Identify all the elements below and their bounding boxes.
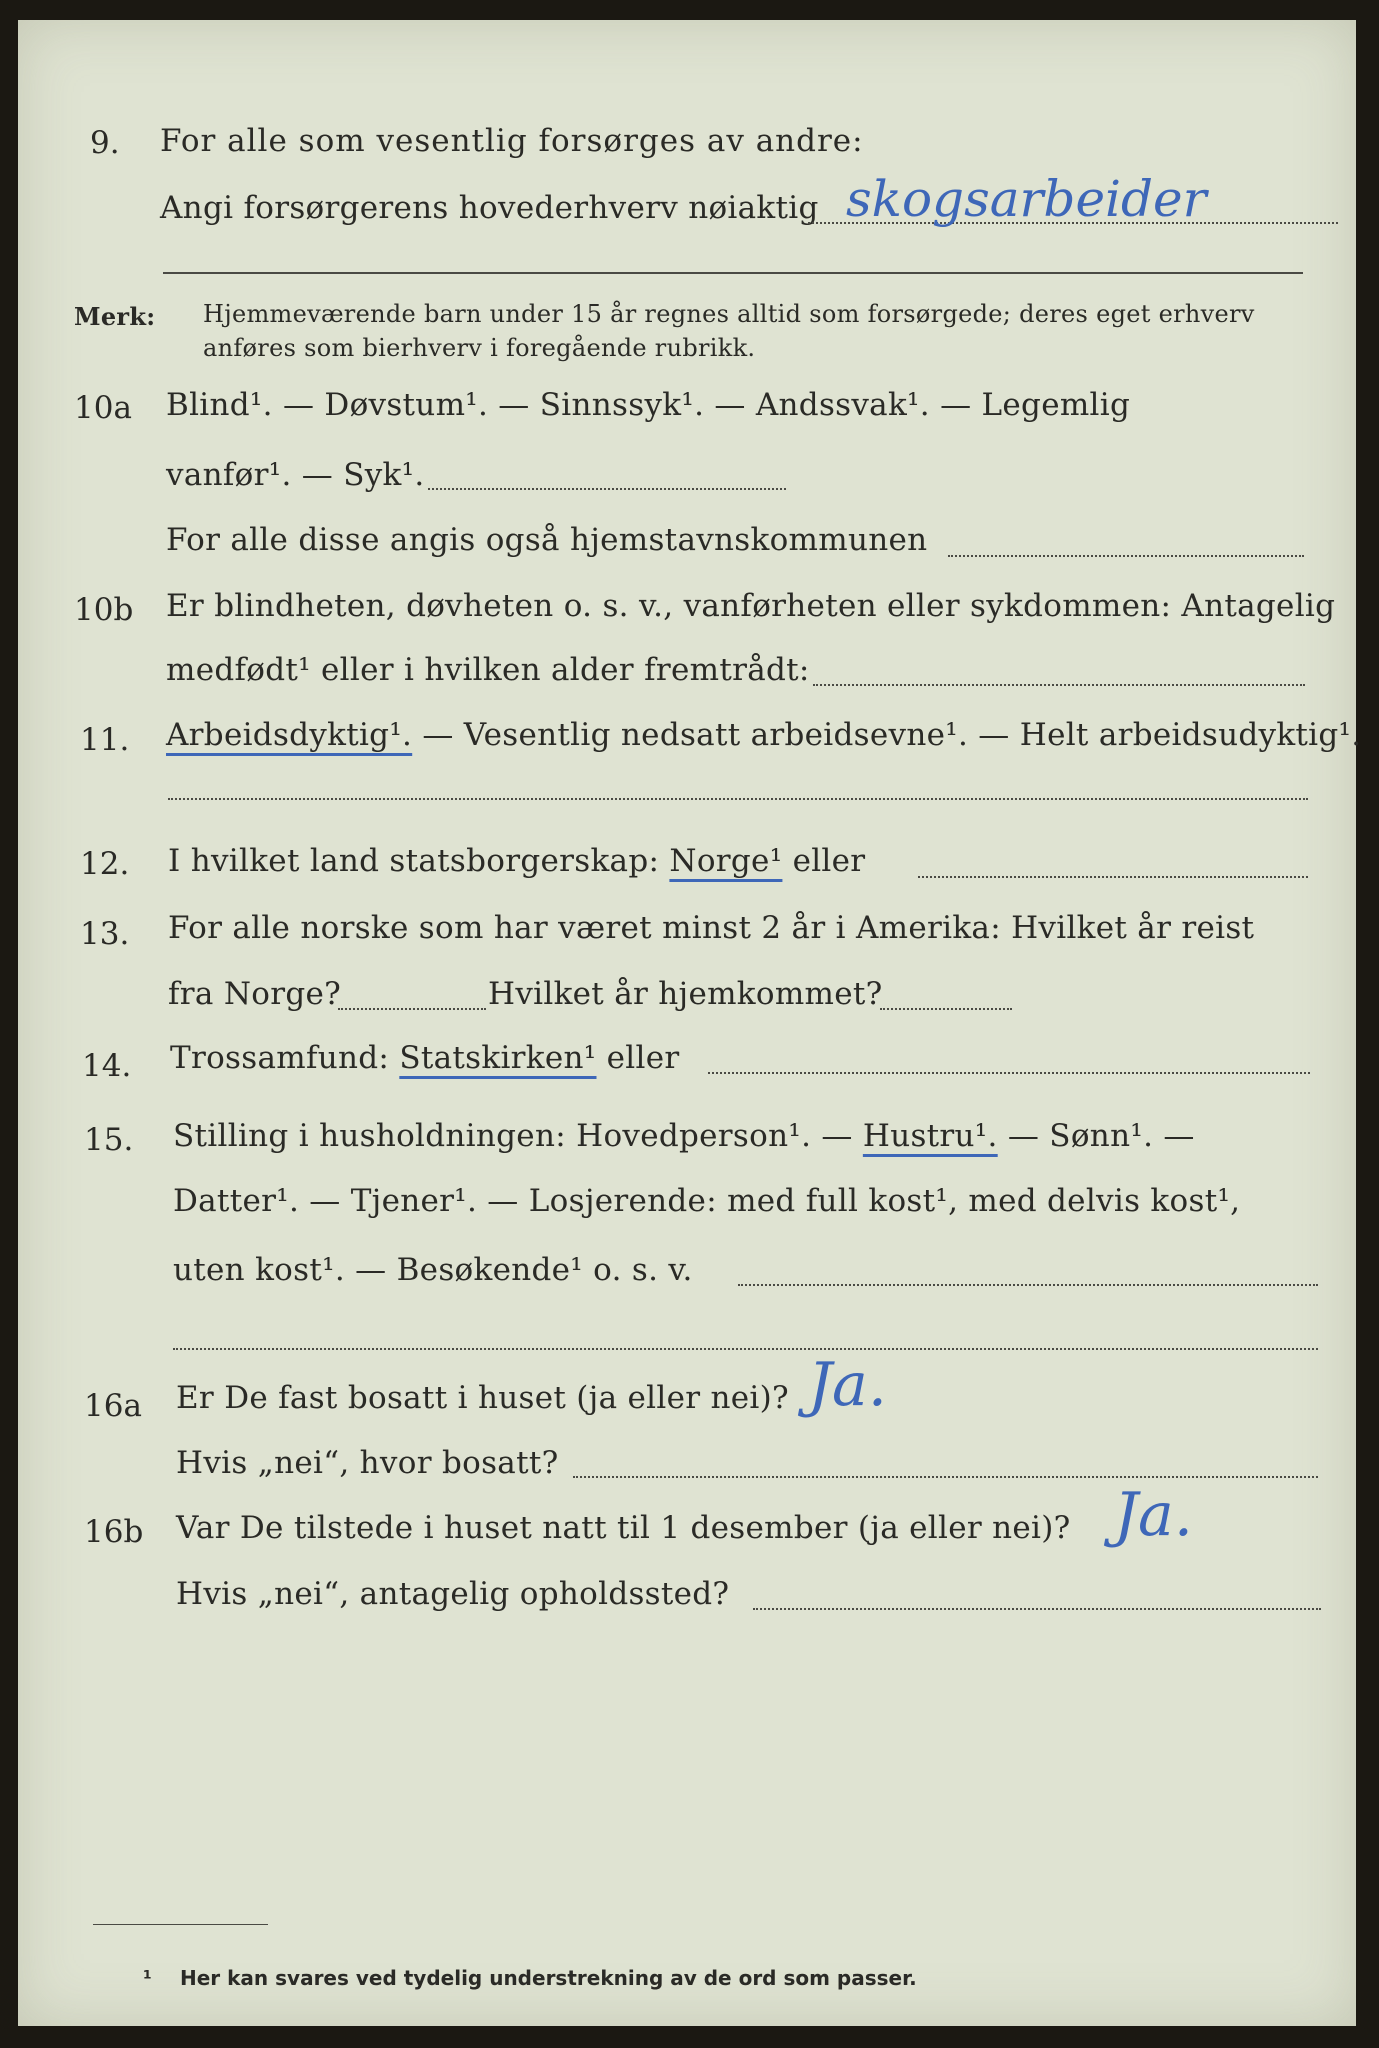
q9-handwritten-answer: skogsarbeider	[846, 170, 1207, 228]
q10a-line1: Blind¹. — Døvstum¹. — Sinnssyk¹. — Andssvak¹. — Legemlig	[166, 387, 1131, 423]
q16a-number: 16a	[84, 1388, 142, 1424]
q15-line1	[173, 1118, 1195, 1154]
q11-selected-arbeidsdyktig: Arbeidsdyktig¹.	[166, 717, 413, 753]
q14-number: 14.	[82, 1048, 132, 1084]
q12-number: 12.	[80, 846, 130, 882]
q9-number: 9.	[90, 125, 120, 161]
q10b-number: 10b	[74, 592, 134, 628]
q15-line2: Datter¹. — Tjener¹. — Losjerende: med full kost¹, med delvis kost¹,	[173, 1183, 1241, 1219]
q10a-line3: For alle disse angis også hjemstavnskommunen	[166, 522, 928, 558]
merk-line2: anføres som bierhverv i foregående rubrikk.	[203, 334, 756, 362]
q13-return-line	[880, 1008, 1012, 1010]
merk-line1: Hjemmeværende barn under 15 år regnes alltid som forsørgede; deres eget erhverv	[203, 300, 1255, 328]
q16b-answer-line	[753, 1608, 1321, 1610]
q9-line2: Angi forsørgerens hovederhverv nøiaktig	[160, 190, 819, 226]
q15-answer-line	[738, 1284, 1318, 1286]
q14-pre: Trossamfund:	[170, 1040, 400, 1076]
q16b-number: 16b	[84, 1514, 144, 1550]
q9-line1: For alle som vesentlig forsørges av andre:	[160, 123, 864, 159]
q11-text	[166, 717, 1361, 753]
q14-text	[170, 1040, 680, 1076]
q15-line1a: Stilling i husholdningen: Hovedperson¹. —	[173, 1118, 863, 1154]
q13-number: 13.	[80, 916, 130, 952]
q15-extra-line	[173, 1348, 1318, 1350]
q16b-line2: Hvis „nei“, antagelig opholdssted?	[176, 1576, 730, 1612]
q16a-line1: Er De fast bosatt i huset (ja eller nei)?	[176, 1380, 789, 1416]
q12-answer-line	[918, 876, 1308, 878]
q15-line3: uten kost¹. — Besøkende¹ o. s. v.	[173, 1252, 693, 1288]
q13-line2a: fra Norge?	[168, 976, 342, 1012]
q16a-line2: Hvis „nei“, hvor bosatt?	[176, 1445, 559, 1481]
q10a-line2: vanfør¹. — Syk¹.	[166, 457, 425, 493]
q9-separator	[163, 272, 1303, 274]
footnote-text: Her kan svares ved tydelig understrekning av de ord som passer.	[180, 1966, 917, 1990]
q16a-answer-line	[573, 1476, 1318, 1478]
q13-line2b: Hvilket år hjemkommet?	[488, 976, 883, 1012]
q11-answer-line	[168, 798, 1308, 800]
q15-selected-hustru: Hustru¹.	[862, 1118, 998, 1154]
q15-line1b: — Sønn¹. —	[997, 1118, 1195, 1154]
q10b-answer-line	[813, 684, 1305, 686]
q16b-handwritten-answer: Ja.	[1114, 1480, 1193, 1550]
q16b-line1: Var De tilstede i huset natt til 1 desember (ja eller nei)?	[176, 1510, 1071, 1546]
q15-number: 15.	[84, 1122, 134, 1158]
q13-line1: For alle norske som har været minst 2 år i Amerika: Hvilket år reist	[168, 910, 1255, 946]
footnote-rule	[93, 1924, 268, 1925]
census-form-page	[18, 20, 1362, 2026]
q11-number: 11.	[80, 722, 130, 758]
q10b-line2: medfødt¹ eller i hvilken alder fremtrådt:	[166, 652, 810, 688]
q14-post: eller	[596, 1040, 680, 1076]
q12-selected-norge: Norge¹	[669, 843, 783, 879]
q12-post: eller	[782, 843, 866, 879]
q10a-hometown-line	[948, 555, 1304, 557]
footnote-mark: ¹	[143, 1966, 152, 1990]
q11-rest: — Vesentlig nedsatt arbeidsevne¹. — Helt arbeidsudyktig¹.	[412, 717, 1362, 753]
q12-text	[168, 843, 865, 879]
q12-pre: I hvilket land statsborgerskap:	[168, 843, 670, 879]
q10a-answer-line	[428, 488, 786, 490]
q16a-handwritten-answer: Ja.	[808, 1350, 887, 1420]
q10a-number: 10a	[74, 390, 132, 426]
q14-answer-line	[708, 1072, 1310, 1074]
q13-departure-line	[338, 1008, 486, 1010]
merk-label: Merk:	[74, 302, 156, 331]
q14-selected-statskirken: Statskirken¹	[399, 1040, 597, 1076]
q10b-line1: Er blindheten, døvheten o. s. v., vanførheten eller sykdommen: Antagelig	[166, 588, 1336, 624]
